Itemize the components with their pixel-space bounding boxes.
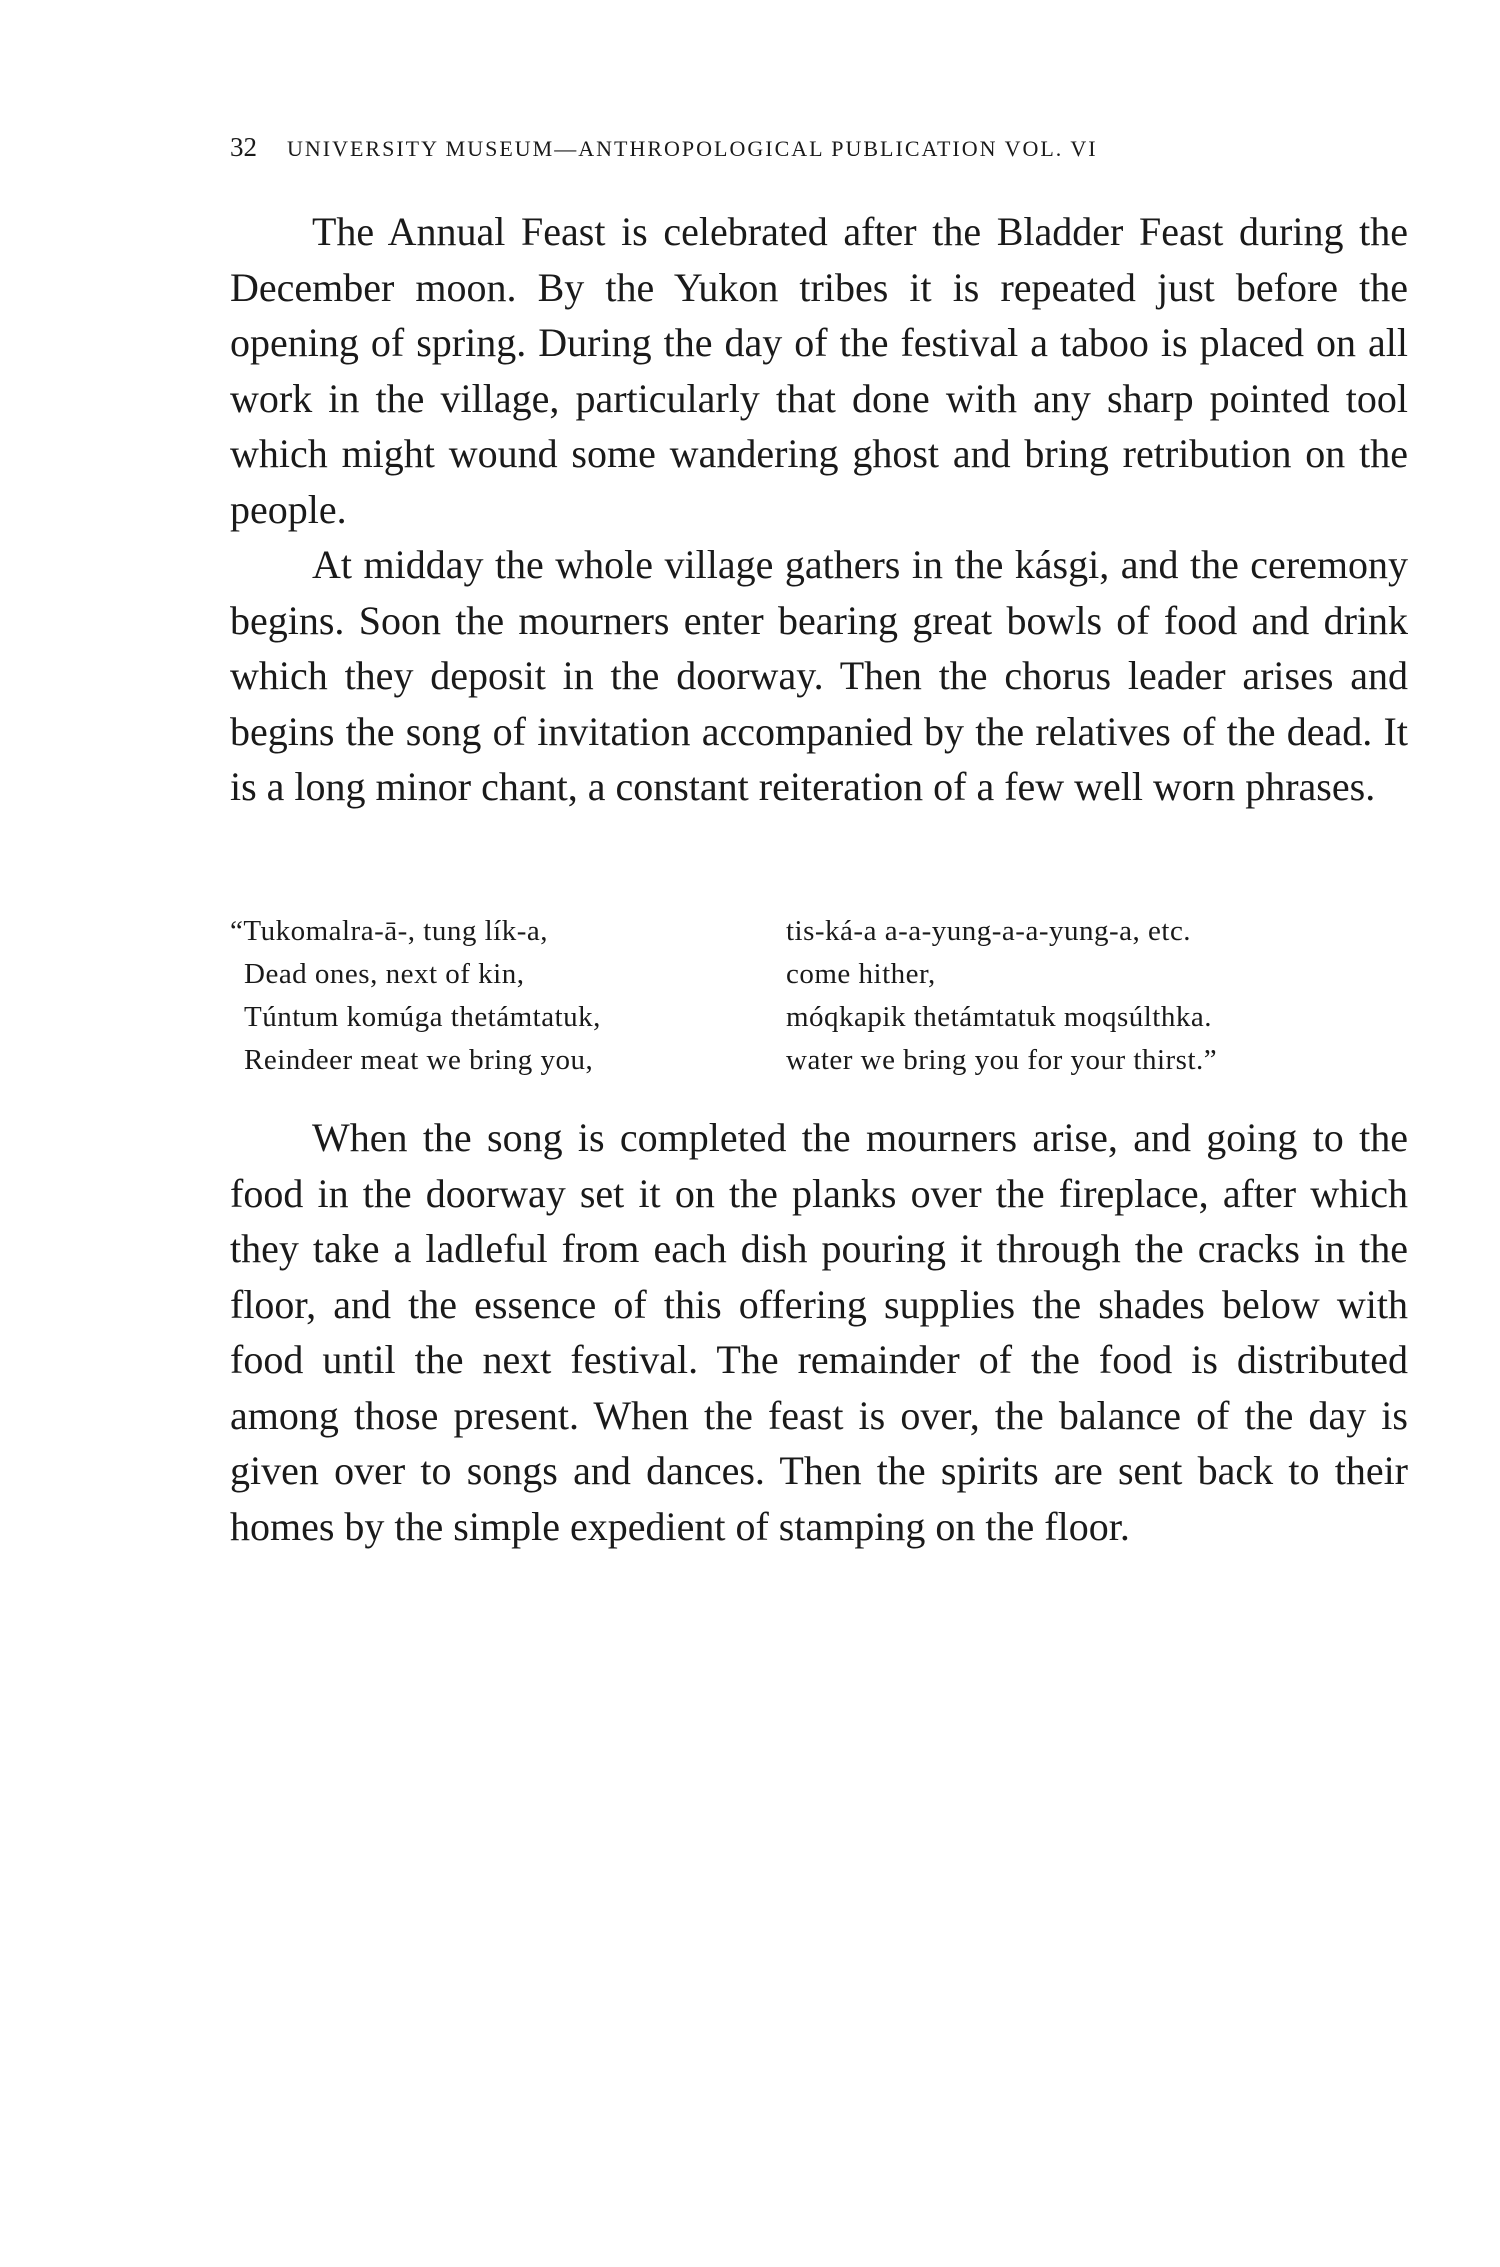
chant-column-left [230,910,786,1082]
chant-line: “Tukomalra-ā-, tung lík-a, [230,915,548,947]
chant-line: móqkapik thetámtatuk moqsúlthka. [786,1001,1212,1033]
paragraph-midday-ceremony: At midday the whole village gathers in the kásgi, and the ceremony begins. Soon the mourners enter bearing great bowls of food and drink which they deposit in the doorway. Then the chorus leader arises and begins the song of invitation accompanied by the relatives of the dead. It is a long minor chant, a constant reiteration of a few well worn phrases. [230,542,1408,809]
chant-line: tis-ká-a a-a-yung-a-a-yung-a, etc. [786,915,1192,947]
text-block-lower [230,1110,1408,1554]
page-number: 32 [230,132,257,162]
chant-verse [230,910,1408,1082]
running-head [230,132,1330,163]
text-block-upper [230,204,1408,815]
chant-line: Dead ones, next of kin, [244,958,525,990]
running-title: UNIVERSITY MUSEUM—ANTHROPOLOGICAL PUBLICATION VOL. VI [287,136,1098,161]
paragraph-annual-feast: The Annual Feast is celebrated after the Bladder Feast during the December moon. By the Yukon tribes it is repeated just before the opening of spring. During the day of the festival a taboo is placed on all work in the village, particularly that done with any sharp pointed tool which might wound some wandering ghost and bring retribution on the people. [230,209,1408,532]
chant-column-right [786,910,1408,1082]
chant-line: Reindeer meat we bring you, [244,1044,594,1076]
chant-line: come hither, [786,958,936,990]
chant-line: water we bring you for your thirst.” [786,1044,1218,1076]
paragraph-song-completed: When the song is completed the mourners arise, and going to the food in the doorway set it on the planks over the fireplace, after which they take a ladleful from each dish pouring it through the cracks in the floor, and the essence of this offering supplies the shades below with food until the next festival. The remainder of the food is distributed among those present. When the feast is over, the balance of the day is given over to songs and dances. Then the spirits are sent back to their homes by the simple expedient of stamping on the floor. [230,1115,1408,1549]
chant-line: Túntum komúga thetámtatuk, [244,1001,601,1033]
